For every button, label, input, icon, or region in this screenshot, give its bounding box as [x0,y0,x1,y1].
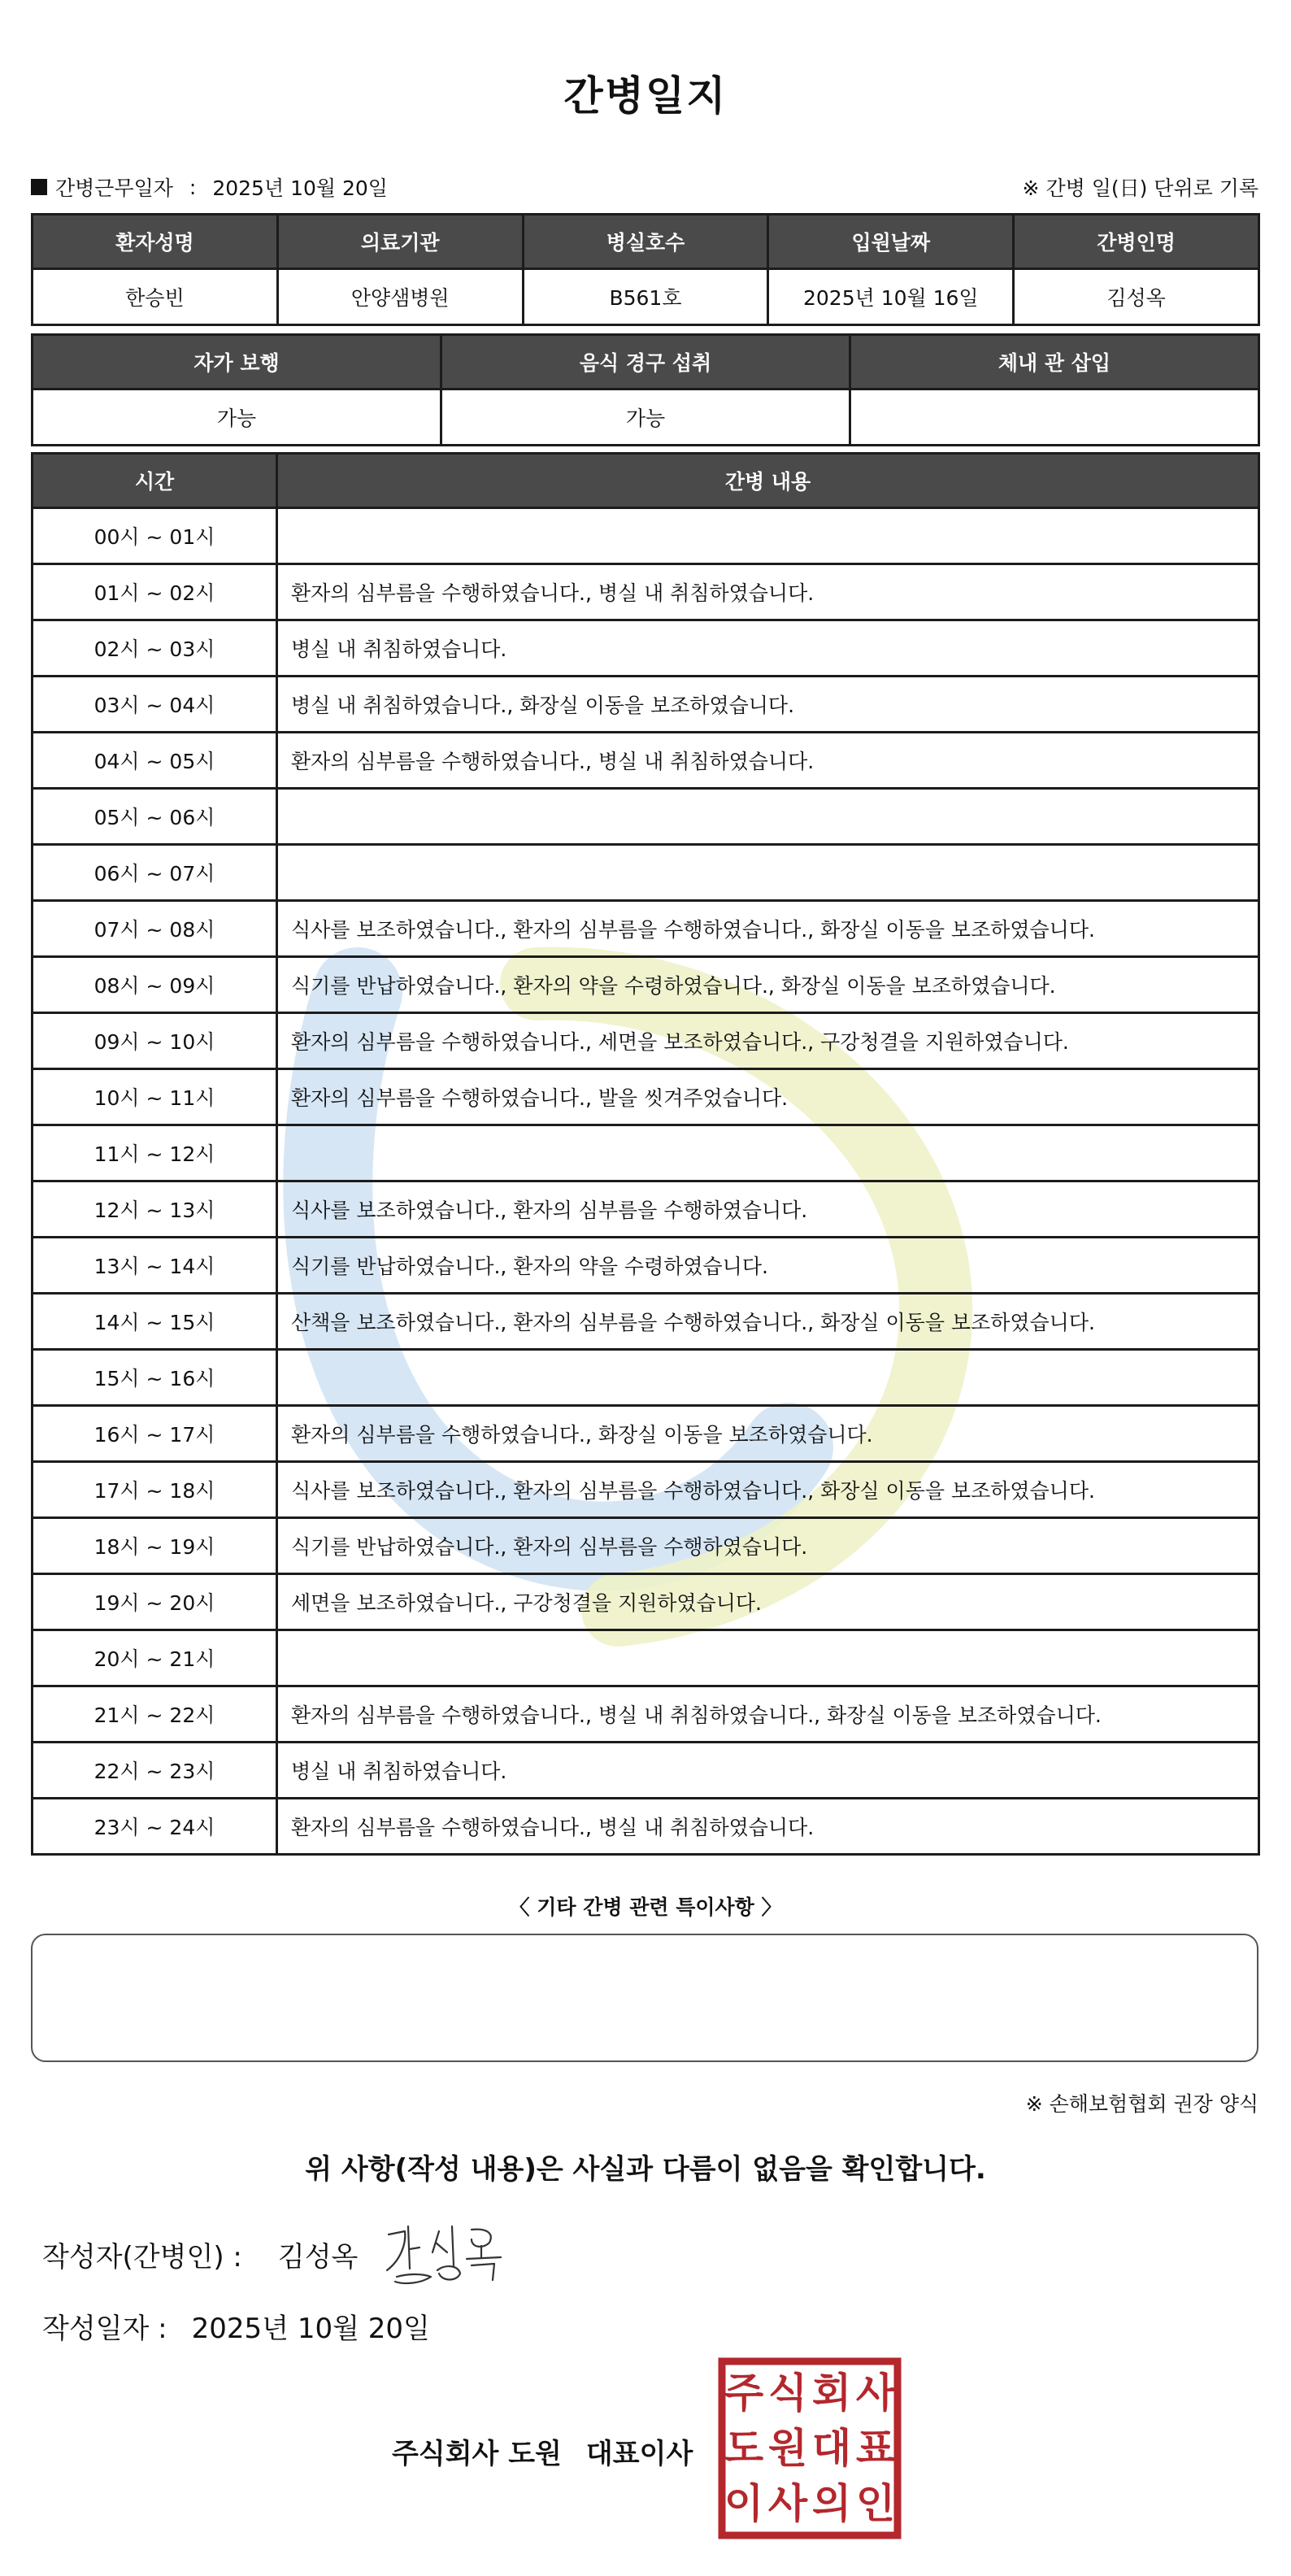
patient-status-header-row [33,335,1259,389]
time-cell: 02시 ~ 03시 [33,620,277,677]
care-content-cell: 환자의 심부름을 수행하였습니다., 병실 내 취침하였습니다. [277,564,1259,620]
care-content-cell: 병실 내 취침하였습니다. [277,620,1259,677]
care-content-cell [277,845,1259,901]
seal-character: 의 [811,2480,852,2527]
time-cell: 07시 ~ 08시 [33,901,277,957]
care-content-cell [277,789,1259,845]
header-care-content: 간병 내용 [277,454,1259,508]
header-self-walking: 자가 보행 [33,335,441,389]
table-row [33,1686,1259,1743]
care-content-cell [277,1125,1259,1181]
seal-character: 표 [855,2425,896,2472]
time-cell: 23시 ~ 24시 [33,1799,277,1855]
care-content-cell: 식기를 반납하였습니다., 환자의 심부름을 수행하였습니다. [277,1518,1259,1574]
header-oral-intake: 음식 경구 섭취 [441,335,850,389]
written-date-value: 2025년 10월 20일 [191,2313,430,2345]
care-content-cell: 병실 내 취침하였습니다. [277,1743,1259,1799]
hourly-care-log-table [31,452,1260,1856]
care-content-cell: 세면을 보조하였습니다., 구강청결을 지원하였습니다. [277,1574,1259,1630]
care-date-separator: : [189,175,197,199]
care-content-cell [277,1630,1259,1686]
time-cell: 10시 ~ 11시 [33,1069,277,1125]
written-date-label: 작성일자 : [42,2313,167,2345]
writer-name: 김성옥 [277,2241,359,2274]
time-cell: 20시 ~ 21시 [33,1630,277,1686]
header-tube-insertion: 체내 관 삽입 [850,335,1259,389]
written-date-line [42,2306,430,2346]
care-content-cell [277,1350,1259,1406]
table-row [33,1574,1259,1630]
header-time: 시간 [33,454,277,508]
time-cell: 22시 ~ 23시 [33,1743,277,1799]
table-row [33,845,1259,901]
care-content-cell: 병실 내 취침하였습니다., 화장실 이동을 보조하였습니다. [277,677,1259,733]
patient-status-value-row [33,389,1259,446]
care-content-cell: 환자의 심부름을 수행하였습니다., 병실 내 취침하였습니다. [277,733,1259,789]
representative-title: 대표이사 [585,2438,693,2470]
care-content-cell: 환자의 심부름을 수행하였습니다., 화장실 이동을 보조하였습니다. [277,1406,1259,1462]
time-cell: 16시 ~ 17시 [33,1406,277,1462]
room-number-value: B561호 [523,269,768,325]
oral-intake-value: 가능 [441,389,850,446]
table-row [33,620,1259,677]
patient-status-table [31,333,1260,446]
care-content-cell: 환자의 심부름을 수행하였습니다., 병실 내 취침하였습니다. [277,1799,1259,1855]
table-row [33,901,1259,957]
patient-name-value: 한승빈 [33,269,278,325]
table-row [33,1462,1259,1518]
writer-line [42,2234,358,2274]
page-title: 간병일지 [563,72,728,120]
writer-label: 작성자(간병인) : [42,2241,242,2274]
care-content-cell: 식사를 보조하였습니다., 환자의 심부름을 수행하였습니다., 화장실 이동을 보조하였습니다. [277,901,1259,957]
care-content-cell: 산책을 보조하였습니다., 환자의 심부름을 수행하였습니다., 화장실 이동을 보조하였습니다. [277,1294,1259,1350]
caregiver-name-value: 김성옥 [1014,269,1259,325]
table-row [33,957,1259,1013]
care-date-line [31,172,388,202]
time-cell: 00시 ~ 01시 [33,508,277,564]
time-cell: 09시 ~ 10시 [33,1013,277,1069]
patient-info-header-row [33,215,1259,269]
table-row [33,508,1259,564]
table-row [33,1406,1259,1462]
table-row [33,1013,1259,1069]
seal-character: 식 [767,2369,808,2417]
care-content-cell: 식기를 반납하였습니다., 환자의 약을 수령하였습니다. [277,1238,1259,1294]
time-cell: 18시 ~ 19시 [33,1518,277,1574]
table-row [33,1069,1259,1125]
header-hospital: 의료기관 [277,215,523,269]
care-content-cell: 식사를 보조하였습니다., 환자의 심부름을 수행하였습니다., 화장실 이동을 보조하였습니다. [277,1462,1259,1518]
seal-character: 인 [855,2480,896,2527]
table-row [33,1630,1259,1686]
seal-character: 사 [767,2480,808,2527]
square-bullet-icon [31,179,47,195]
table-row [33,564,1259,620]
time-cell: 12시 ~ 13시 [33,1181,277,1238]
care-content-cell: 환자의 심부름을 수행하였습니다., 세면을 보조하였습니다., 구강청결을 지원하였습니다. [277,1013,1259,1069]
table-row [33,1518,1259,1574]
seal-character: 이 [724,2480,764,2527]
header-admission-date: 입원날짜 [768,215,1014,269]
hospital-value: 안양샘병원 [277,269,523,325]
seal-character: 사 [855,2369,896,2417]
special-notes-field[interactable] [31,1934,1258,2062]
record-unit-note: ※ 간병 일(日) 단위로 기록 [1022,176,1258,200]
patient-info-table [31,213,1260,326]
care-date-value: 2025년 10월 20일 [212,176,388,200]
seal-character: 주 [724,2369,764,2417]
table-row [33,1743,1259,1799]
time-cell: 08시 ~ 09시 [33,957,277,1013]
handwritten-signature [380,2220,511,2293]
company-line [392,2431,693,2471]
header-room-number: 병실호수 [523,215,768,269]
table-row [33,1181,1259,1238]
time-cell: 04시 ~ 05시 [33,733,277,789]
company-seal-stamp [717,2356,902,2540]
care-content-cell [277,508,1259,564]
time-cell: 21시 ~ 22시 [33,1686,277,1743]
time-cell: 19시 ~ 20시 [33,1574,277,1630]
time-cell: 11시 ~ 12시 [33,1125,277,1181]
table-row [33,789,1259,845]
time-cell: 06시 ~ 07시 [33,845,277,901]
special-notes-label: 〈 기타 간병 관련 특이사항 〉 [509,1895,782,1919]
time-cell: 05시 ~ 06시 [33,789,277,845]
care-content-cell: 식기를 반납하였습니다., 환자의 약을 수령하였습니다., 화장실 이동을 보조하였습니다. [277,957,1259,1013]
seal-character: 도 [724,2425,764,2472]
care-content-cell: 식사를 보조하였습니다., 환자의 심부름을 수행하였습니다. [277,1181,1259,1238]
time-cell: 01시 ~ 02시 [33,564,277,620]
time-cell: 14시 ~ 15시 [33,1294,277,1350]
header-caregiver-name: 간병인명 [1014,215,1259,269]
hourly-log-body [33,508,1259,1855]
seal-character: 원 [767,2425,808,2472]
care-content-cell: 환자의 심부름을 수행하였습니다., 병실 내 취침하였습니다., 화장실 이동을 보조하였습니다. [277,1686,1259,1743]
table-row [33,733,1259,789]
recommended-form-note: ※ 손해보험협회 권장 양식 [1025,2092,1258,2116]
seal-character: 회 [811,2369,852,2417]
patient-info-value-row [33,269,1259,325]
table-row [33,1350,1259,1406]
self-walking-value: 가능 [33,389,441,446]
time-cell: 03시 ~ 04시 [33,677,277,733]
admission-date-value: 2025년 10월 16일 [768,269,1014,325]
time-cell: 15시 ~ 16시 [33,1350,277,1406]
table-row [33,677,1259,733]
table-row [33,1238,1259,1294]
care-date-label: 간병근무일자 [55,176,173,200]
company-name: 주식회사 도원 [392,2438,562,2470]
table-row [33,1294,1259,1350]
time-cell: 17시 ~ 18시 [33,1462,277,1518]
time-cell: 13시 ~ 14시 [33,1238,277,1294]
seal-character: 대 [811,2425,852,2472]
hourly-log-header-row [33,454,1259,508]
tube-insertion-value [850,389,1259,446]
header-patient-name: 환자성명 [33,215,278,269]
table-row [33,1125,1259,1181]
confirmation-statement: 위 사항(작성 내용)은 사실과 다름이 없음을 확인합니다. [305,2153,986,2186]
care-content-cell: 환자의 심부름을 수행하였습니다., 발을 씻겨주었습니다. [277,1069,1259,1125]
table-row [33,1799,1259,1855]
